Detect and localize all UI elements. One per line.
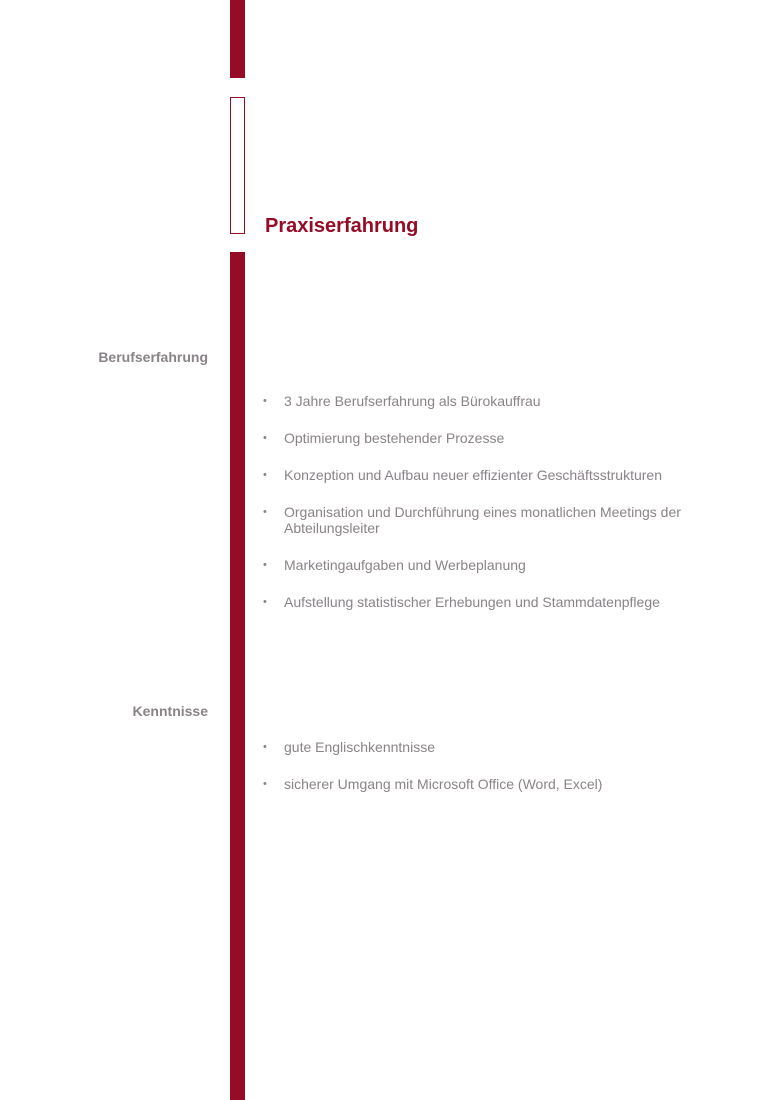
bullet-icon: • <box>263 469 267 481</box>
bullet-icon: • <box>263 741 267 753</box>
list-item <box>263 393 703 409</box>
page-title: Praxiserfahrung <box>265 215 419 237</box>
list-item-text: Organisation und Durchführung eines monatlichen Meetings der Abteilungsleiter <box>284 504 681 536</box>
accent-bar-main <box>230 252 245 1100</box>
bullet-icon: • <box>263 395 267 407</box>
list-item <box>263 430 703 446</box>
list-item <box>263 776 703 792</box>
berufserfahrung-list <box>263 393 703 631</box>
list-item-text: Optimierung bestehender Prozesse <box>284 430 505 446</box>
bullet-icon: • <box>263 506 267 518</box>
list-item <box>263 557 703 573</box>
kenntnisse-list <box>263 739 703 813</box>
list-item-text: Marketingaufgaben und Werbeplanung <box>284 557 526 573</box>
bullet-icon: • <box>263 559 267 571</box>
list-item <box>263 504 703 536</box>
accent-bar-top <box>230 0 245 78</box>
list-item-text: 3 Jahre Berufserfahrung als Bürokauffrau <box>284 393 541 409</box>
list-item <box>263 594 703 610</box>
list-item-text: Konzeption und Aufbau neuer effizienter Geschäftsstrukturen <box>284 467 662 483</box>
section-label-berufserfahrung: Berufserfahrung <box>98 349 208 365</box>
list-item-text: gute Englischkenntnisse <box>284 739 435 755</box>
list-item-text: Aufstellung statistischer Erhebungen und Stammdatenpflege <box>284 594 660 610</box>
list-item <box>263 467 703 483</box>
bullet-icon: • <box>263 596 267 608</box>
bullet-icon: • <box>263 432 267 444</box>
list-item-text: sicherer Umgang mit Microsoft Office (Word, Excel) <box>284 776 603 792</box>
accent-bar-outline <box>230 97 245 234</box>
section-label-kenntnisse: Kenntnisse <box>132 703 208 719</box>
list-item <box>263 739 703 755</box>
bullet-icon: • <box>263 778 267 790</box>
